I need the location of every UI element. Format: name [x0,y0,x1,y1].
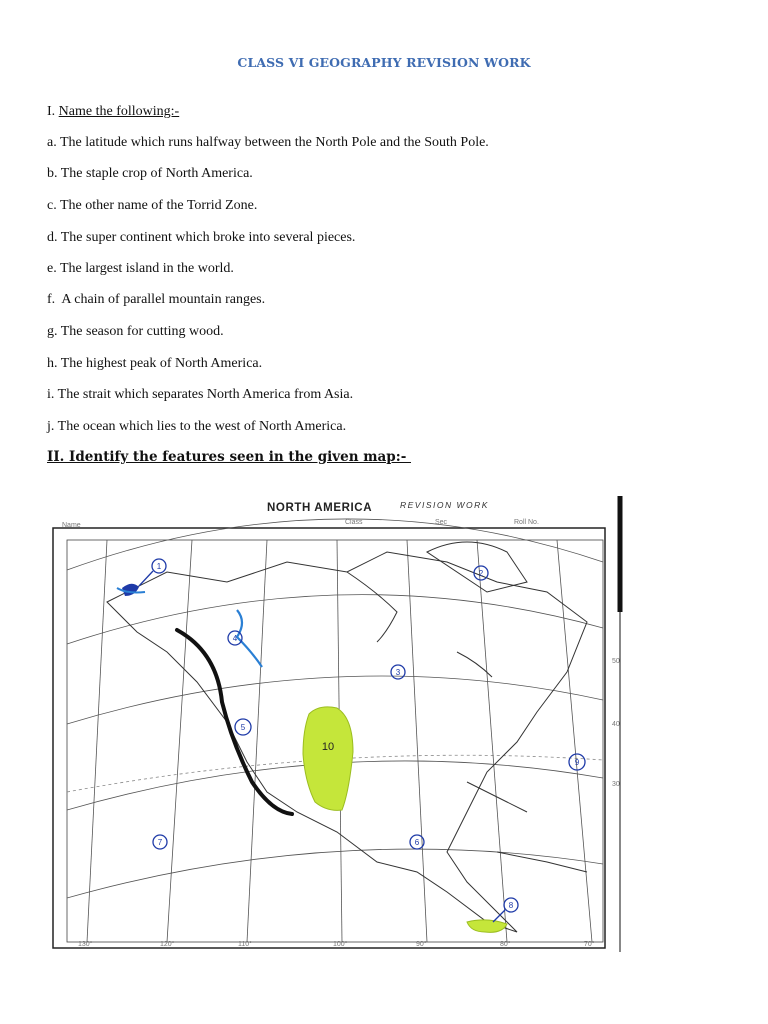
north-america-map [47,492,627,958]
map-label-roll: Roll No. [514,519,539,526]
lon-label-100: 100° [333,941,348,948]
question-i: i. The strait which separates North America from Asia. [47,387,354,402]
section-two-heading: II. Identify the features seen in the given map:- [47,449,411,465]
question-h: h. The highest peak of North America. [47,356,263,371]
lon-label-90: 90° [416,941,427,948]
question-a: a. The latitude which runs halfway between the North Pole and the South Pole. [47,135,489,150]
question-g: g. The season for cutting wood. [47,324,224,339]
section-one-label: Name the following:- [58,104,180,119]
question-c: c. The other name of the Torrid Zone. [47,198,258,213]
lat-label-50: 50 [612,658,620,665]
map-marker-9: 9 [574,758,580,767]
lon-label-120: 120° [160,941,175,948]
question-f: f. A chain of parallel mountain ranges. [47,292,266,307]
question-j: j. The ocean which lies to the west of North America. [47,419,347,434]
question-d: d. The super continent which broke into several pieces. [47,230,356,245]
map-label-name: Name [62,522,81,529]
section-one-heading [47,104,179,120]
map-marker-6: 6 [414,838,420,847]
map-label-class: Class [345,519,363,526]
lon-label-130: 130° [78,941,93,948]
map-marker-5: 5 [240,723,246,732]
lon-label-110: 110° [238,941,252,948]
svg-text:10: 10 [321,741,335,753]
section-one-prefix: I. [47,104,59,119]
lon-label-80: 80° [500,941,511,948]
lat-label-40: 40 [612,721,620,728]
map-marker-7: 7 [157,838,163,847]
map-marker-3: 3 [395,668,401,677]
lat-label-30: 30 [612,781,620,788]
map-label-sec: Sec [435,519,448,526]
map-marker-1: 1 [156,562,162,571]
map-marker-2: 2 [478,569,484,578]
map-subtitle: REVISION WORK [400,500,489,510]
lon-label-70: 70° [584,941,595,948]
map-marker-8: 8 [508,901,514,910]
map-title: NORTH AMERICA [267,502,373,514]
map-marker-4: 4 [232,634,238,643]
question-b: b. The staple crop of North America. [47,166,253,181]
page-title: CLASS VI GEOGRAPHY REVISION WORK [237,55,531,70]
question-e: e. The largest island in the world. [47,261,234,276]
